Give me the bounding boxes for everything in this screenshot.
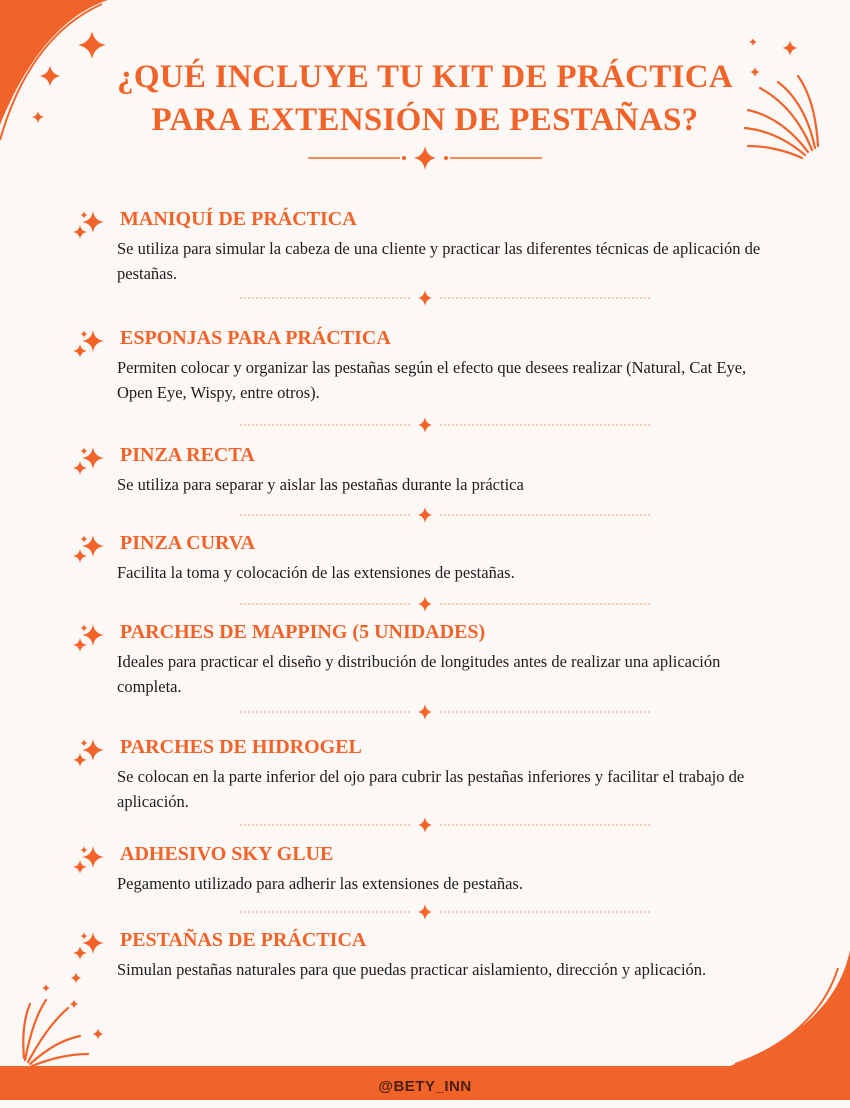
star-cluster-bottom-left bbox=[42, 973, 104, 1040]
four-point-star-icon bbox=[418, 904, 432, 920]
item-heading: ADHESIVO SKY GLUE bbox=[120, 843, 334, 865]
item-description: Ideales para practicar el diseño y distribución de longitudes antes de realizar una aplicación completa. bbox=[117, 652, 721, 696]
section-separator bbox=[240, 817, 650, 833]
item-heading: PARCHES DE HIDROGEL bbox=[120, 736, 362, 758]
item-heading: PARCHES DE MAPPING (5 UNIDADES) bbox=[120, 621, 486, 643]
four-point-star-icon bbox=[418, 704, 432, 720]
item-description: Se utiliza para separar y aislar las pestañas durante la práctica bbox=[117, 475, 524, 494]
four-point-star-icon bbox=[418, 596, 432, 612]
section-separator bbox=[240, 417, 650, 433]
sparkle-icon bbox=[72, 929, 106, 963]
item-heading: PINZA RECTA bbox=[120, 444, 255, 466]
four-point-star-icon bbox=[418, 817, 432, 833]
social-handle[interactable]: @BETY_INN bbox=[378, 1078, 472, 1095]
item-description: Se colocan en la parte inferior del ojo para cubrir las pestañas inferiores y facilitar el trabajo de aplicación. bbox=[117, 767, 745, 811]
section-separator bbox=[240, 904, 650, 920]
sparkle-icon bbox=[72, 327, 106, 361]
title-divider bbox=[308, 146, 542, 170]
four-point-star-icon bbox=[418, 507, 432, 523]
item-description: Se utiliza para simular la cabeza de una cliente y practicar las diferentes técnicas de aplicación de pestañas. bbox=[117, 239, 761, 283]
four-point-star-icon bbox=[418, 290, 432, 306]
section-separator bbox=[240, 507, 650, 523]
page-title: ¿QUÉ INCLUYE TU KIT DE PRÁCTICA PARA EXTENSIÓN DE PESTAÑAS? bbox=[117, 59, 733, 138]
item-description: Pegamento utilizado para adherir las extensiones de pestañas. bbox=[117, 874, 523, 893]
sparkle-icon bbox=[72, 532, 106, 566]
item-heading: PESTAÑAS DE PRÁCTICA bbox=[120, 929, 367, 951]
item-heading: ESPONJAS PARA PRÁCTICA bbox=[120, 327, 391, 349]
sparkle-icon bbox=[72, 444, 106, 478]
section-separator bbox=[240, 596, 650, 612]
section-separator bbox=[240, 290, 650, 306]
item-description: Facilita la toma y colocación de las extensiones de pestañas. bbox=[117, 563, 515, 582]
section-separator bbox=[240, 704, 650, 720]
item-heading: MANIQUÍ DE PRÁCTICA bbox=[120, 208, 357, 230]
burst-bottom-left bbox=[23, 1000, 88, 1066]
sparkle-icon bbox=[72, 843, 106, 877]
sparkle-icon bbox=[72, 621, 106, 655]
footer-bar bbox=[0, 1066, 850, 1100]
item-description: Simulan pestañas naturales para que puedas practicar aislamiento, dirección y aplicación. bbox=[117, 960, 707, 979]
four-point-star-icon bbox=[418, 417, 432, 433]
item-description: Permiten colocar y organizar las pestañas según el efecto que desees realizar (Natural, Cat Eye, Open Eye, Wispy, entre otros). bbox=[117, 358, 747, 402]
item-heading: PINZA CURVA bbox=[120, 532, 256, 554]
sparkle-icon bbox=[72, 208, 106, 242]
sparkle-icon bbox=[72, 736, 106, 770]
